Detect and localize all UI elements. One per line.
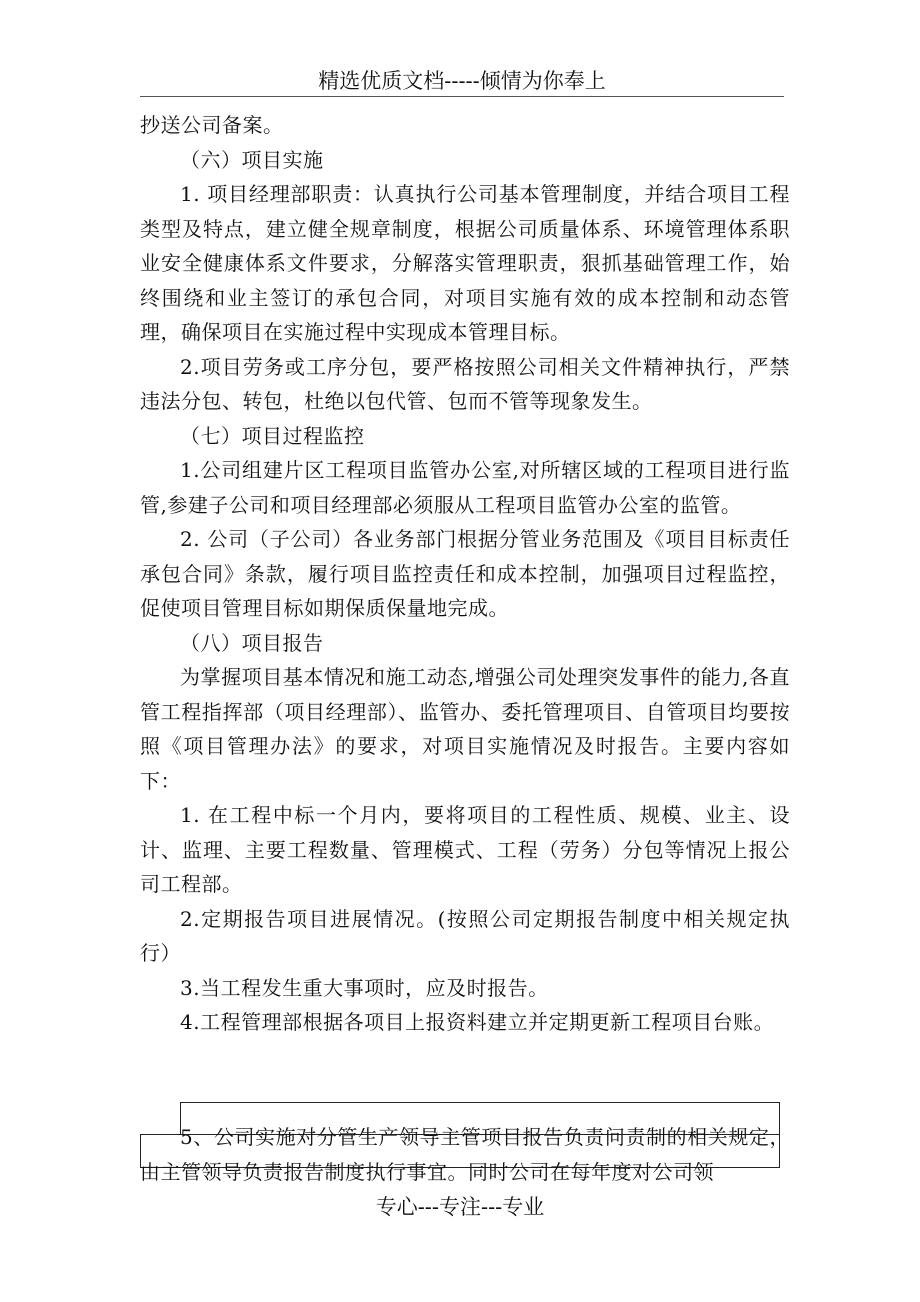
framed-paragraph [140, 1102, 790, 1184]
paragraph-8-4: 4.工程管理部根据各项目上报资料建立并定期更新工程项目台账。 [180, 1010, 775, 1034]
paragraph-7-1: 1.公司组建片区工程项目监管办公室,对所辖区域的工程项目进行监管,参建子公司和项目经理部必须服从工程项目监管办公室的监管。 [140, 458, 790, 517]
paragraph-7-2: 2. 公司（子公司）各业务部门根据分管业务范围及《项目目标责任承包合同》条款，履行项目监控责任和成本控制，加强项目过程监控，促使项目管理目标如期保质保量地完成。 [140, 527, 790, 620]
paragraph-cc-note: 抄送公司备案。 [140, 113, 284, 137]
paragraph-6-1: 1. 项目经理部职责：认真执行公司基本管理制度，并结合项目工程类型及特点，建立健全规章制度，根据公司质量体系、环境管理体系职业安全健康体系文件要求，分解落实管理职责，狠抓基础管理工作，始终围绕和业主签订的承包合同，对项目实施有效的成本控制和动态管理，确保项目在实施过程中实现成本管理目标。 [140, 182, 790, 344]
paragraph-8-3: 3.当工程发生重大事项时，应及时报告。 [180, 975, 549, 1000]
paragraph-8-1: 1. 在工程中标一个月内，要将项目的工程性质、规模、业主、设计、监理、主要工程数量、管理模式、工程（劳务）分包等情况上报公司工程部。 [140, 803, 790, 896]
page-header: 精选优质文档-----倾情为你奉上 [140, 66, 784, 97]
document-body [140, 108, 790, 1040]
paragraph-8-2: 2.定期报告项目进展情况。(按照公司定期报告制度中相关规定执行） [140, 906, 790, 965]
paragraph-6-2: 2.项目劳务或工序分包，要严格按照公司相关文件精神执行，严禁违法分包、转包，杜绝以包代管、包而不管等现象发生。 [140, 354, 790, 413]
paragraph-8-5: 5、公司实施对分管生产领导主管项目报告负责问责制的相关规定，由主管领导负责报告制度执行事宜。同时公司在每年度对公司领 [140, 1125, 790, 1184]
section-heading-8: （八）项目报告 [180, 630, 324, 655]
section-heading-6: （六）项目实施 [180, 147, 324, 172]
section-heading-7: （七）项目过程监控 [180, 423, 365, 448]
page-footer: 专心---专注---专业 [375, 1195, 545, 1219]
paragraph-8-intro: 为掌握项目基本情况和施工动态,增强公司处理突发事件的能力,各直管工程指挥部（项目经理部）、监管办、委托管理项目、自管项目均要按照《项目管理办法》的要求，对项目实施情况及时报告。主要内容如下： [140, 665, 790, 793]
